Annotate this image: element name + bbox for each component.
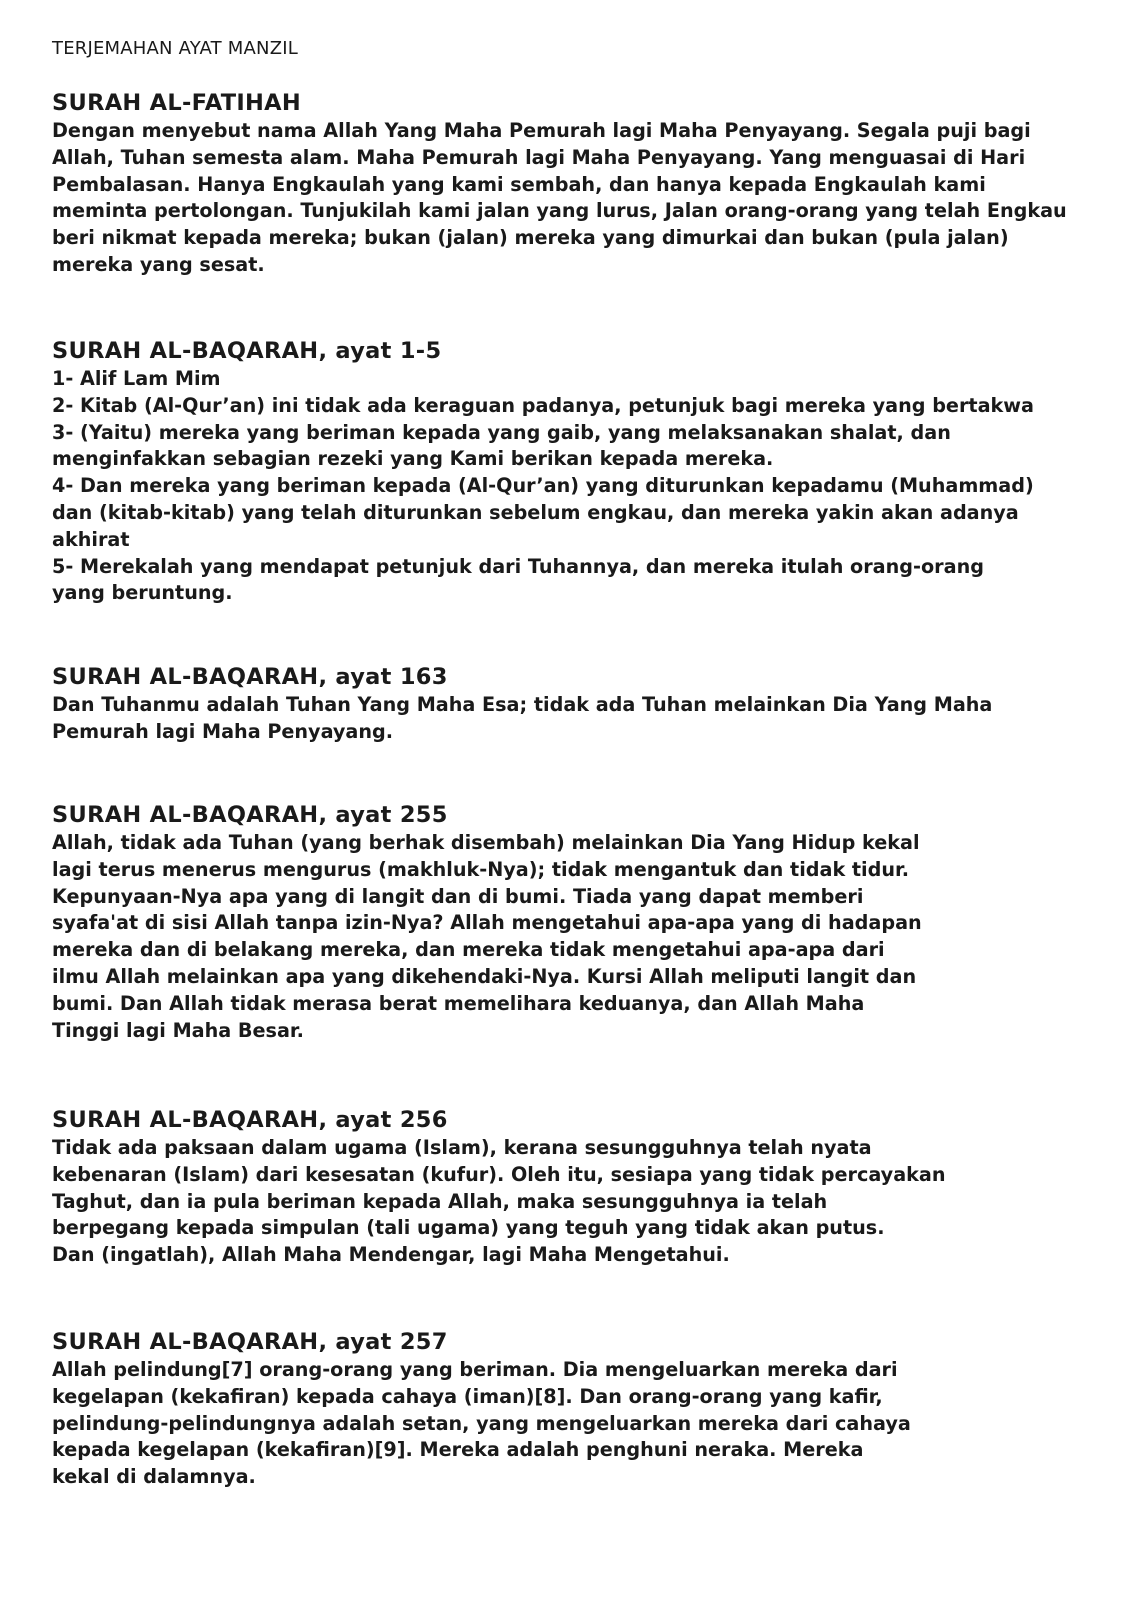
section-al-fatihah (52, 88, 1067, 279)
text-line: lagi terus menerus mengurus (makhluk-Nya); tidak mengantuk dan tidak tidur. (52, 857, 910, 881)
text-line: kepada kegelapan (kekafiran)[9]. Mereka adalah penghuni neraka. Mereka (52, 1438, 864, 1462)
text-line: dan (kitab-kitab) yang telah diturunkan sebelum engkau, dan mereka yakin akan adanya (52, 500, 1019, 524)
text-line: yang beruntung. (52, 581, 233, 605)
text-line: 3- (Yaitu) mereka yang beriman kepada yang gaib, yang melaksanakan shalat, dan (52, 420, 951, 444)
section-al-baqarah-1-5 (52, 336, 1034, 607)
text-line: kegelapan (kekafiran) kepada cahaya (iman)[8]. Dan orang-orang yang kafir, (52, 1384, 883, 1408)
document-title: TERJEMAHAN AYAT MANZIL (52, 38, 298, 59)
section-text (52, 1357, 911, 1491)
text-line: 5- Merekalah yang mendapat petunjuk dari Tuhannya, dan mereka itulah orang-orang (52, 554, 984, 578)
section-al-baqarah-255 (52, 800, 922, 1044)
text-line: 4- Dan mereka yang beriman kepada (Al-Qur’an) yang diturunkan kepadamu (Muhammad) (52, 474, 1034, 498)
text-line: pelindung-pelindungnya adalah setan, yang mengeluarkan mereka dari cahaya (52, 1411, 911, 1435)
text-line: mereka yang sesat. (52, 252, 265, 276)
text-line: Tinggi lagi Maha Besar. (52, 1018, 304, 1042)
text-line: 1- Alif Lam Mim (52, 367, 221, 390)
section-al-baqarah-163 (52, 662, 992, 746)
text-line: kekal di dalamnya. (52, 1465, 256, 1489)
section-heading: SURAH AL-BAQARAH, ayat 256 (52, 1107, 448, 1133)
section-text (52, 692, 992, 746)
text-line: Pemurah lagi Maha Penyayang. (52, 719, 394, 743)
text-line: ilmu Allah melainkan apa yang dikehendaki-Nya. Kursi Allah meliputi langit dan (52, 964, 917, 988)
section-text (52, 366, 1034, 607)
text-line: syafa'at di sisi Allah tanpa izin-Nya? Allah mengetahui apa-apa yang di hadapan (52, 911, 922, 935)
text-line: Kepunyaan-Nya apa yang di langit dan di bumi. Tiada yang dapat memberi (52, 884, 864, 908)
section-heading: SURAH AL-BAQARAH, ayat 257 (52, 1329, 448, 1355)
section-heading: SURAH AL-BAQARAH, ayat 255 (52, 802, 448, 828)
text-line: beri nikmat kepada mereka; bukan (jalan) mereka yang dimurkai dan bukan (pula jalan) (52, 226, 1009, 250)
section-al-baqarah-256 (52, 1105, 946, 1269)
text-line: meminta pertolongan. Tunjukilah kami jalan yang lurus, Jalan orang-orang yang telah Engkau (52, 199, 1067, 223)
section-heading: SURAH AL-FATIHAH (52, 90, 302, 116)
section-heading: SURAH AL-BAQARAH, ayat 163 (52, 664, 448, 690)
text-line: Allah pelindung[7] orang-orang yang beriman. Dia mengeluarkan mereka dari (52, 1358, 898, 1381)
text-line: berpegang kepada simpulan (tali ugama) yang teguh yang tidak akan putus. (52, 1216, 885, 1240)
text-line: Dengan menyebut nama Allah Yang Maha Pemurah lagi Maha Penyayang. Segala puji bagi (52, 119, 1031, 142)
text-line: Allah, tidak ada Tuhan (yang berhak disembah) melainkan Dia Yang Hidup kekal (52, 831, 920, 854)
section-text (52, 1135, 946, 1269)
text-line: Dan Tuhanmu adalah Tuhan Yang Maha Esa; tidak ada Tuhan melainkan Dia Yang Maha (52, 693, 993, 716)
text-line: akhirat (52, 527, 130, 551)
text-line: mereka dan di belakang mereka, dan mereka tidak mengetahui apa-apa dari (52, 938, 885, 962)
text-line: 2- Kitab (Al-Qur’an) ini tidak ada keraguan padanya, petunjuk bagi mereka yang bertakwa (52, 393, 1034, 417)
text-line: kebenaran (Islam) dari kesesatan (kufur). Oleh itu, sesiapa yang tidak percayakan (52, 1162, 946, 1186)
text-line: Pembalasan. Hanya Engkaulah yang kami sembah, dan hanya kepada Engkaulah kami (52, 172, 986, 196)
section-heading: SURAH AL-BAQARAH, ayat 1-5 (52, 338, 442, 364)
text-line: Tidak ada paksaan dalam ugama (Islam), kerana sesungguhnya telah nyata (52, 1136, 872, 1159)
text-line: Dan (ingatlah), Allah Maha Mendengar, lagi Maha Mengetahui. (52, 1243, 730, 1267)
text-line: Allah, Tuhan semesta alam. Maha Pemurah lagi Maha Penyayang. Yang menguasai di Hari (52, 145, 1026, 169)
section-al-baqarah-257 (52, 1327, 911, 1491)
text-line: bumi. Dan Allah tidak merasa berat memelihara keduanya, dan Allah Maha (52, 991, 865, 1015)
section-text (52, 118, 1067, 279)
text-line: menginfakkan sebagian rezeki yang Kami berikan kepada mereka. (52, 447, 774, 471)
text-line: Taghut, dan ia pula beriman kepada Allah, maka sesungguhnya ia telah (52, 1189, 828, 1213)
section-text (52, 830, 922, 1044)
